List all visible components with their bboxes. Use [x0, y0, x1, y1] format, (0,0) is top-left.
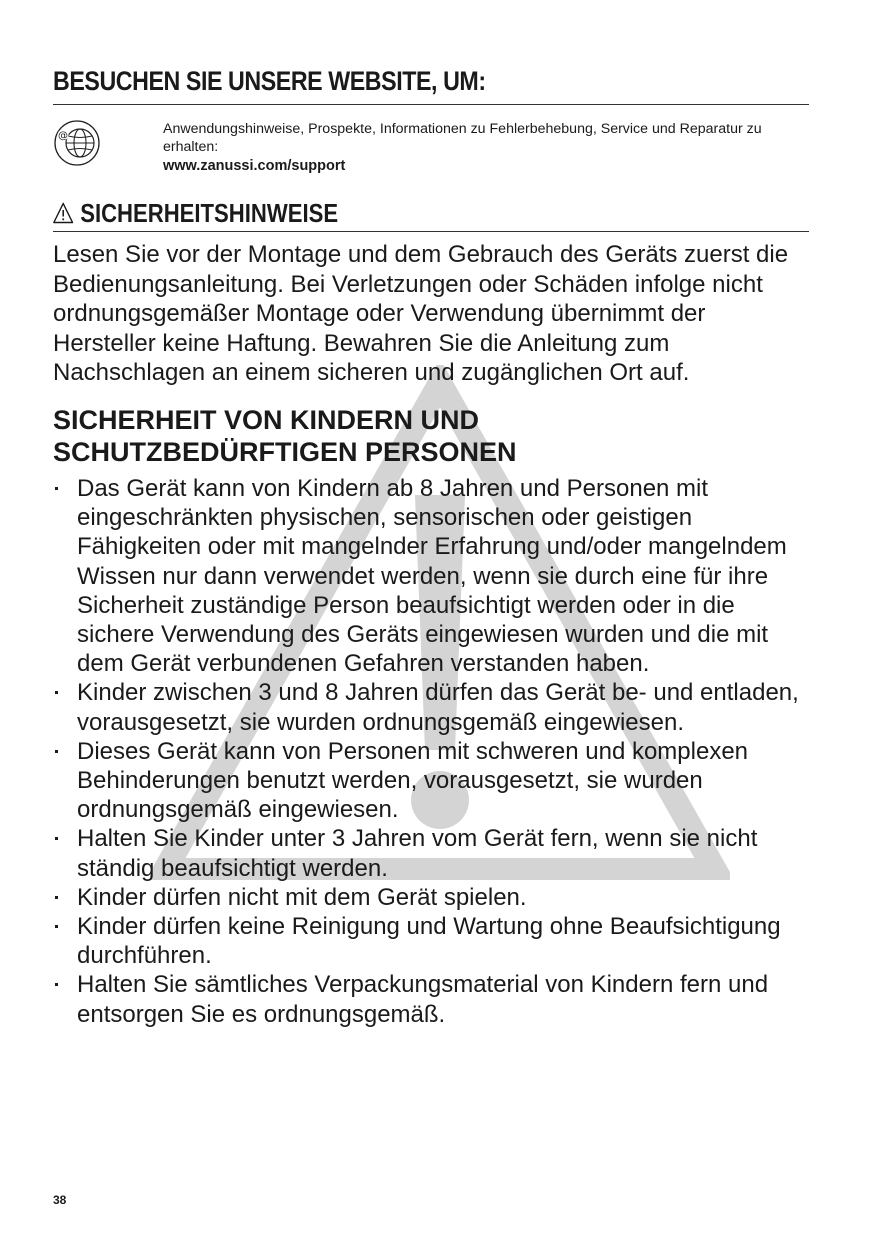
- bullet-icon: [55, 925, 58, 928]
- bullet-icon: [55, 896, 58, 899]
- website-heading: BESUCHEN SIE UNSERE WEBSITE, UM:: [53, 66, 486, 96]
- list-item: [53, 737, 813, 825]
- children-safety-heading: [53, 404, 813, 468]
- list-item: [53, 970, 813, 1028]
- warning-triangle-icon: [53, 202, 73, 224]
- support-link[interactable]: www.zanussi.com/support: [163, 158, 346, 174]
- bullet-icon: [55, 691, 58, 694]
- svg-text:@: @: [58, 130, 68, 142]
- list-item-text: Dieses Gerät kann von Personen mit schweren und komplexen Behinderungen benutzt werden, vorausgesetzt, sie wurden ordnungsgemäß eingewiesen.: [77, 737, 749, 824]
- heading-line: SICHERHEIT VON KINDERN UND: [53, 405, 480, 435]
- bullet-icon: [55, 487, 58, 490]
- globe-web-icon: [53, 119, 101, 167]
- list-item-text: Halten Sie sämtliches Verpackungsmaterial von Kindern fern und entsorgen Sie es ordnungsgemäß.: [77, 971, 769, 1028]
- list-item-text: Das Gerät kann von Kindern ab 8 Jahren und Personen mit eingeschränkten physischen, sensorischen oder geistigen Fähigkeiten oder mit mangelnder Erfahrung und/oder mangelndem Wissen nur dann verwendet werden, wenn sie durch eine für ihre Sicherheit zuständige Person beaufsichtigt werden oder in die sichere Verwendung des Geräts eingewiesen wurden und die mit dem Gerät verbundenen Gefahren verstanden haben.: [77, 475, 787, 678]
- list-item: [53, 883, 813, 912]
- list-item: [53, 912, 813, 970]
- list-item-text: Halten Sie Kinder unter 3 Jahren vom Gerät fern, wenn sie nicht ständig beaufsichtigt werden.: [77, 825, 758, 882]
- bullet-icon: [55, 750, 58, 753]
- bullet-icon: [55, 837, 58, 840]
- children-safety-list: [53, 474, 813, 1029]
- page-number: 38: [53, 1193, 67, 1207]
- list-item-text: Kinder dürfen keine Reinigung und Wartung ohne Beaufsichtigung durchführen.: [77, 913, 781, 970]
- list-item: [53, 824, 813, 882]
- safety-intro: Lesen Sie vor der Montage und dem Gebrauch des Geräts zuerst die Bedienungsanleitung. Bei Verletzungen oder Schäden infolge nicht ordnungsgemäßer Montage oder Verwendung übernimmt der Hersteller keine Haftung. Bewahren Sie die Anleitung zum Nachschlagen an einem sicheren und zugänglichen Ort auf.: [53, 241, 789, 386]
- list-item: [53, 678, 813, 736]
- safety-heading: [53, 198, 699, 229]
- list-item-text: Kinder zwischen 3 und 8 Jahren dürfen das Gerät be- und entladen, vorausgesetzt, sie wurden ordnungsgemäß eingewiesen.: [77, 679, 799, 736]
- divider: [53, 104, 809, 105]
- heading-line: SCHUTZBEDÜRFTIGEN PERSONEN: [53, 437, 517, 467]
- list-item: [53, 474, 813, 678]
- divider: [53, 231, 809, 232]
- bullet-icon: [55, 983, 58, 986]
- list-item-text: Kinder dürfen nicht mit dem Gerät spielen.: [77, 883, 527, 911]
- website-description: Anwendungshinweise, Prospekte, Informationen zu Fehlerbehebung, Service und Reparatur zu erhalten:: [163, 121, 762, 155]
- safety-heading-text: SICHERHEITSHINWEISE: [80, 198, 339, 228]
